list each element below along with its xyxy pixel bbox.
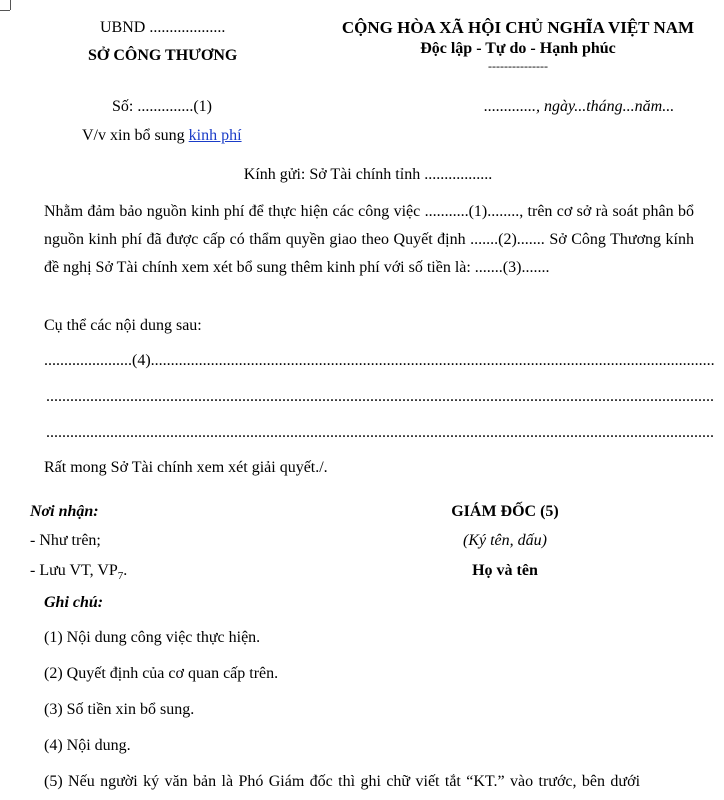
subject-link[interactable]: kinh phí <box>188 127 242 144</box>
recipient-subscript: 7 <box>117 570 124 583</box>
motto-rule: --------------- <box>488 59 548 73</box>
subject-line <box>82 126 242 146</box>
closing-sentence: Rất mong Sở Tài chính xem xét giải quyết./. <box>44 459 328 476</box>
recipient-item-suffix: . <box>123 562 128 579</box>
note-item: (1) Nội dung công việc thực hiện. <box>44 629 261 646</box>
national-motto: Độc lập - Tự do - Hạnh phúc <box>420 40 616 57</box>
page-corner-mark <box>0 0 20 20</box>
note-item: (4) Nội dung. <box>44 737 131 754</box>
signature-note: (Ký tên, dấu) <box>463 532 547 549</box>
request-paragraph: Nhằm đảm bảo nguồn kinh phí để thực hiện các công việc ...........(1)........, trên cơ sở rà soát phân bổ nguồn kinh phí đã được cấp có thẩm quyền giao theo Quyết định .......(2)....... Sở Công Thương kính đề nghị Sở Tài chính xem xét bổ sung thêm kinh phí với số tiền là: .......(3)....... <box>44 203 694 276</box>
subject-prefix: V/v xin bổ sung <box>82 127 189 144</box>
detail-line-4 <box>44 351 714 371</box>
document-number: Số: ..............(1) <box>112 98 212 115</box>
addressee: Kính gửi: Sở Tài chính tỉnh ................. <box>243 166 493 183</box>
national-title: CỘNG HÒA XÃ HỘI CHỦ NGHĨA VIỆT NAM <box>341 18 695 37</box>
signature-title: GIÁM ĐỐC (5) <box>451 503 559 520</box>
recipient-item: - Như trên; <box>30 532 101 549</box>
note-item: (5) Nếu người ký văn bản là Phó Giám đốc thì ghi chữ viết tắt “KT.” vào trước, bên dưới <box>44 773 641 790</box>
note-item: (2) Quyết định của cơ quan cấp trên. <box>44 665 279 682</box>
signer-name: Họ và tên <box>472 562 538 579</box>
ubnd-label: UBND ................... <box>100 19 226 36</box>
notes-title: Ghi chú: <box>44 594 104 611</box>
note-item: (3) Số tiền xin bổ sung. <box>44 701 195 718</box>
details-intro: Cụ thể các nội dung sau: <box>44 317 202 334</box>
recipients-title: Nơi nhận: <box>30 503 99 520</box>
detail-line-4-prefix: ......................(4) <box>44 352 151 369</box>
detail-line-blank-1 <box>46 387 714 407</box>
recipient-item-text: - Lưu VT, VP <box>30 562 118 579</box>
detail-line-blank-2 <box>46 423 714 443</box>
recipient-item <box>30 561 127 586</box>
department-name: SỞ CÔNG THƯƠNG <box>88 47 238 64</box>
document-date: ............., ngày...tháng...năm... <box>484 98 675 115</box>
